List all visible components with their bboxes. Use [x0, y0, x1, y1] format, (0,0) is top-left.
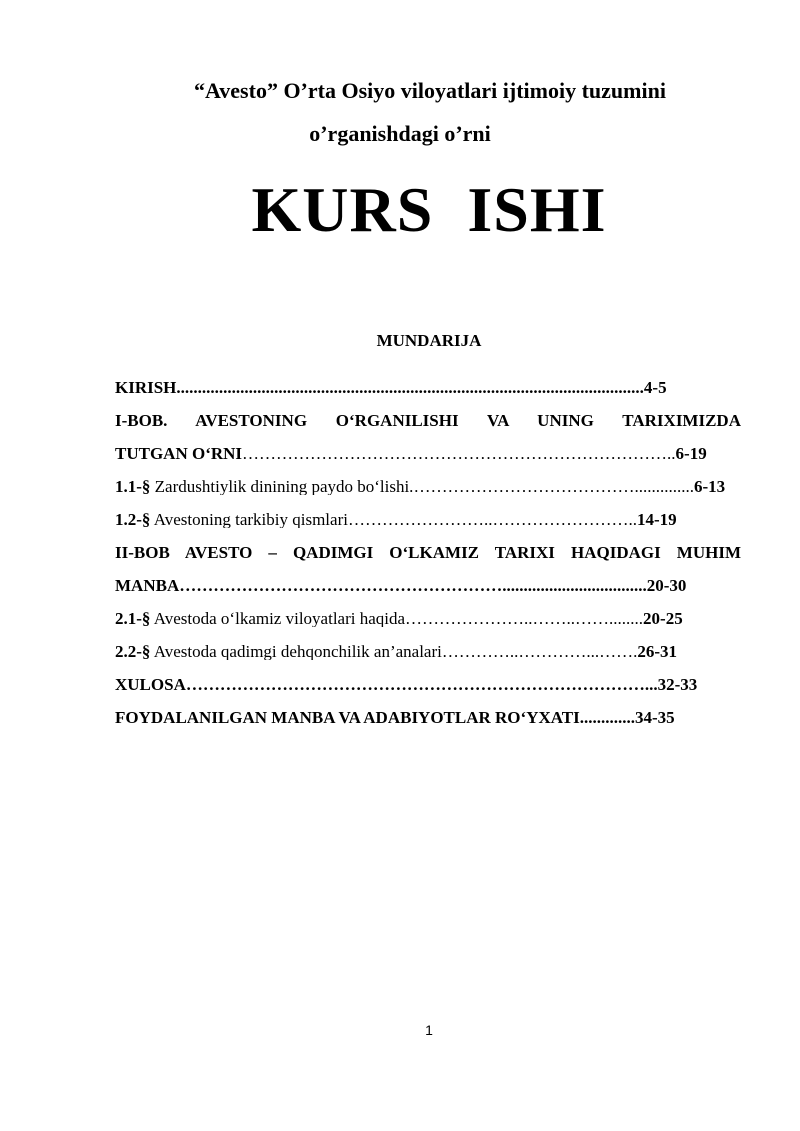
toc-entry-2-2 [115, 643, 741, 660]
toc-entry-bob1-line2 [115, 445, 741, 462]
toc-page-range: 20-25 [643, 610, 683, 627]
toc-leader: ………………………………………………….................................. [179, 577, 647, 594]
toc-entry-text: Avestoning tarkibiy qismlari [150, 511, 348, 528]
toc-section-number: 1.2-§ [115, 511, 151, 528]
toc-entry-2-1 [115, 610, 741, 627]
toc-page-range: 32-33 [657, 676, 698, 693]
toc-leader: …………..…………...……. [441, 643, 638, 660]
toc-leader: …………………..……..……........ [405, 610, 644, 627]
toc-entry-adabiyotlar [115, 709, 741, 726]
toc-entry-1-2 [115, 511, 741, 528]
toc-page-range: 26-31 [637, 643, 678, 660]
toc-section-number: 2.1-§ [115, 610, 151, 627]
toc-entry-label: MANBA [115, 577, 180, 594]
toc-entry-bob1-line1: I-BOB. AVESTONING O‘RGANILISHI VA UNING TARIXIMIZDA [115, 412, 741, 429]
title-line-2: o’rganishdagi o’rni [309, 121, 491, 146]
table-of-contents-heading: MUNDARIJA [376, 331, 482, 350]
toc-entry-label: XULOSA [115, 676, 186, 693]
toc-section-number: 1.1-§ [115, 478, 151, 495]
toc-entry-text: Avestoda qadimgi dehqonchilik an’analari [150, 643, 442, 660]
toc-entry-kirish [115, 379, 741, 396]
toc-page-range: 34-35 [634, 709, 675, 726]
toc-entry-label: FOYDALANILGAN MANBA VA ADABIYOTLAR RO‘YXATI [115, 709, 580, 726]
toc-leader: ............. [579, 709, 635, 726]
toc-page-range: 4-5 [643, 379, 667, 396]
toc-leader: ………………………………………………………………….. [242, 445, 676, 462]
toc-leader: ……………………..…………………….. [347, 511, 637, 528]
toc-entry-xulosa [115, 676, 741, 693]
toc-leader: ………………………………………………………………………... [185, 676, 658, 693]
toc-entry-label: KIRISH [115, 379, 177, 396]
toc-page-range: 20-30 [646, 577, 687, 594]
toc-page-range: 6-19 [675, 445, 707, 462]
toc-entry-label: TUTGAN O‘RNI [115, 445, 243, 462]
toc-entry-text: Avestoda o‘lkamiz viloyatlari haqida [150, 610, 406, 627]
toc-page-range: 6-13 [693, 478, 726, 495]
toc-leader: .............................................................................................................. [176, 379, 644, 396]
toc-entry-1-1 [115, 478, 741, 495]
toc-section-number: 2.2-§ [115, 643, 151, 660]
document-type-heading: KURS ISHI [251, 174, 607, 245]
toc-entry-bob2-line2 [115, 577, 741, 594]
toc-leader: ………………………………….............. [413, 478, 694, 495]
toc-page-range: 14-19 [636, 511, 677, 528]
toc-entry-bob2-line1: II-BOB AVESTO – QADIMGI O‘LKAMIZ TARIXI HAQIDAGI MUHIM [115, 544, 741, 561]
page-number: 1 [425, 1022, 433, 1038]
toc-entry-text: Zardushtiylik dinining paydo bo‘lishi. [150, 478, 414, 495]
title-line-1: “Avesto” O’rta Osiyo viloyatlari ijtimoiy tuzumini [194, 78, 666, 103]
